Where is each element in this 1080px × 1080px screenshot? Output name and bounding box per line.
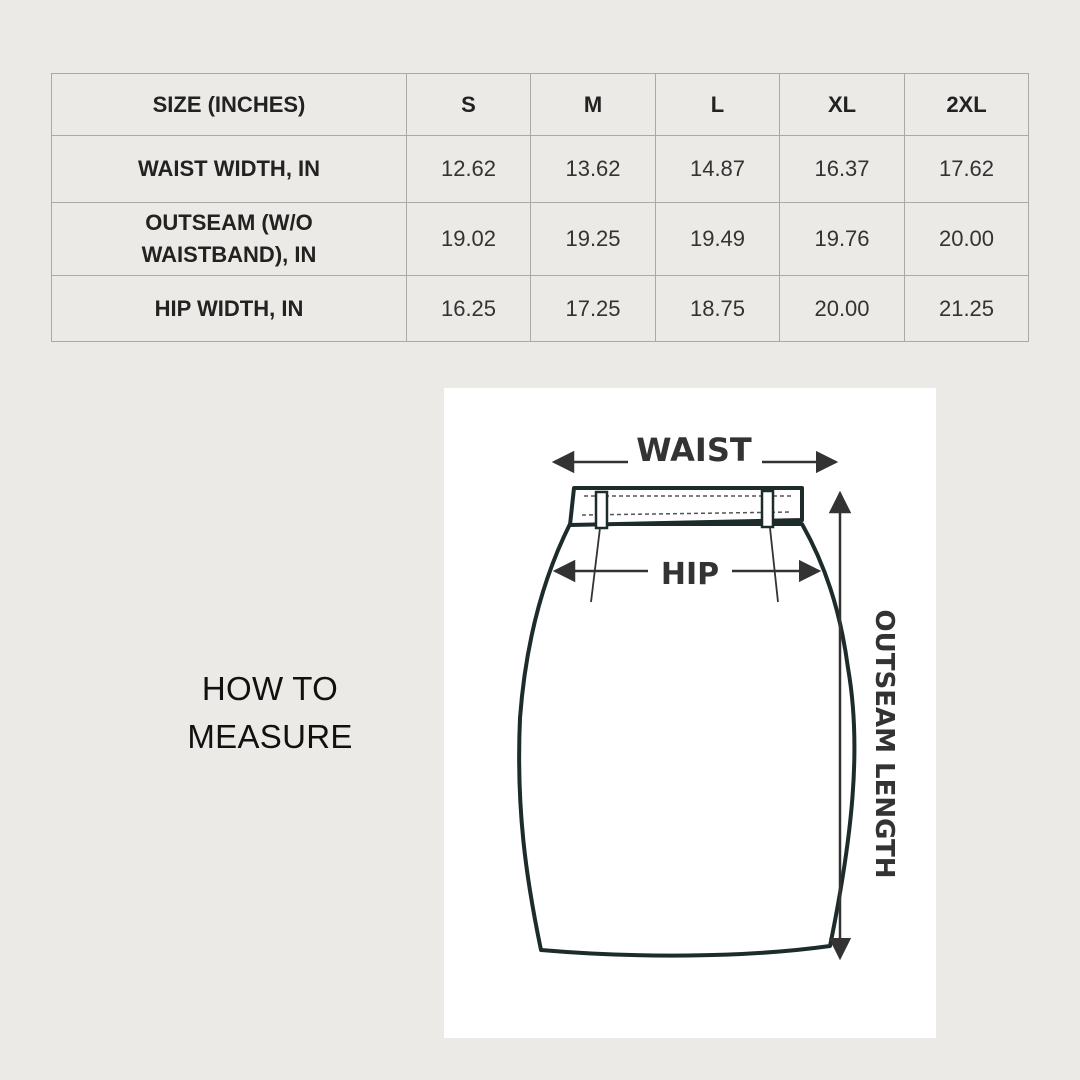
table-cell: 20.00 — [780, 276, 905, 342]
hip-label: HIP — [660, 557, 720, 592]
table-cell: 19.02 — [407, 203, 531, 276]
waist-label: WAIST — [636, 431, 752, 469]
table-cell: 16.25 — [407, 276, 531, 342]
table-cell: 19.25 — [531, 203, 656, 276]
table-cell: 19.76 — [780, 203, 905, 276]
row-label-outseam-text: OUTSEAM (W/O WAISTBAND), IN — [141, 210, 317, 267]
how-to-line-1: HOW TO — [201, 670, 339, 707]
outseam-length-label: OUTSEAM LENGTH — [869, 609, 899, 879]
skirt-diagram — [444, 388, 936, 1038]
table-row-waist-width — [52, 136, 1029, 203]
size-chart-table — [51, 73, 1029, 342]
measurement-diagram-panel — [444, 388, 936, 1038]
header-size-m: M — [531, 74, 656, 136]
row-label-waist-width: WAIST WIDTH, IN — [52, 136, 407, 203]
row-label-outseam — [52, 203, 407, 276]
table-cell: 17.25 — [531, 276, 656, 342]
table-cell: 21.25 — [905, 276, 1029, 342]
belt-loop-left — [596, 492, 607, 528]
table-cell: 16.37 — [780, 136, 905, 203]
table-cell: 20.00 — [905, 203, 1029, 276]
header-size-inches: SIZE (INCHES) — [52, 74, 407, 136]
table-row-outseam — [52, 203, 1029, 276]
header-size-xl: XL — [780, 74, 905, 136]
header-size-s: S — [407, 74, 531, 136]
header-size-2xl: 2XL — [905, 74, 1029, 136]
how-to-measure-heading — [170, 665, 370, 761]
table-header-row — [52, 74, 1029, 136]
table-cell: 18.75 — [656, 276, 780, 342]
table-row-hip-width — [52, 276, 1029, 342]
table-cell: 14.87 — [656, 136, 780, 203]
table-cell: 17.62 — [905, 136, 1029, 203]
row-label-hip-width: HIP WIDTH, IN — [52, 276, 407, 342]
header-size-l: L — [656, 74, 780, 136]
how-to-line-2: MEASURE — [187, 718, 353, 755]
table-cell: 13.62 — [531, 136, 656, 203]
belt-loop-right — [762, 491, 773, 527]
table-cell: 19.49 — [656, 203, 780, 276]
table-cell: 12.62 — [407, 136, 531, 203]
